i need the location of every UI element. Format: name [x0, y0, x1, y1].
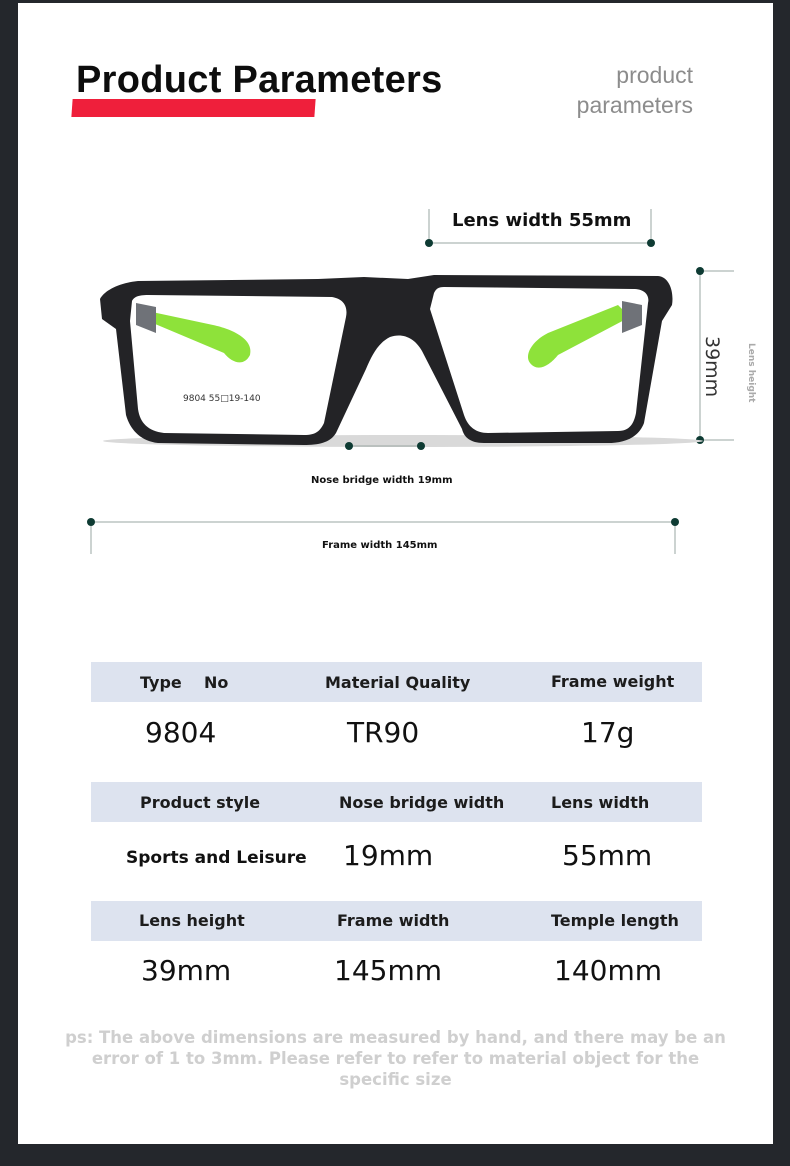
- spec-header-style: Product style: [140, 793, 261, 812]
- spec-header-no: No: [204, 673, 229, 692]
- spec-value-type-no: 9804: [145, 716, 217, 749]
- frame-width-label: Frame width 145mm: [322, 540, 438, 551]
- nose-bridge-dot-right: [417, 442, 425, 450]
- spec-value-lens-width: 55mm: [562, 839, 653, 872]
- spec-value-nose-bridge: 19mm: [343, 839, 434, 872]
- lens-width-dot-left: [425, 239, 433, 247]
- right-hinge: [622, 301, 642, 333]
- lens-height-dot-top: [696, 267, 704, 275]
- temple-print: 9804 55□19-140: [183, 394, 261, 404]
- measurement-note: ps: The above dimensions are measured by hand, and there may be an error of 1 to 3mm. Please refer to refer to material object for the specific size: [65, 1028, 726, 1089]
- lens-width-dot-right: [647, 239, 655, 247]
- spec-header-nose-bridge: Nose bridge width: [339, 793, 505, 812]
- frame-width-dot-left: [87, 518, 95, 526]
- nose-bridge-dot-left: [345, 442, 353, 450]
- spec-header-material: Material Quality: [325, 673, 471, 692]
- spec-value-lens-height: 39mm: [141, 954, 232, 987]
- lens-height-value: 39mm: [701, 336, 723, 398]
- spec-value-style: Sports and Leisure: [126, 848, 307, 868]
- right-temple-tip: [528, 305, 630, 368]
- spec-value-material: TR90: [347, 716, 420, 749]
- page-title: Product Parameters: [76, 59, 443, 101]
- page-subtitle: product parameters: [576, 62, 693, 118]
- spec-header-lens-height: Lens height: [139, 911, 245, 930]
- left-hinge: [136, 303, 156, 333]
- spec-value-temple-length: 140mm: [554, 954, 662, 987]
- frame-width-dot-right: [671, 518, 679, 526]
- glasses-diagram: [18, 3, 773, 603]
- spec-value-frame-width: 145mm: [334, 954, 442, 987]
- spec-header-weight: Frame weight: [551, 672, 675, 691]
- lens-height-label: Lens height: [746, 343, 756, 403]
- spec-header-type: Type: [140, 673, 182, 692]
- spec-value-weight: 17g: [581, 716, 635, 749]
- lens-width-label: Lens width 55mm: [452, 210, 632, 231]
- nose-bridge-label: Nose bridge width 19mm: [311, 475, 453, 486]
- spec-header-temple-length: Temple length: [551, 911, 679, 930]
- glasses-frame: [100, 275, 672, 445]
- spec-header-frame-width: Frame width: [337, 911, 450, 930]
- spec-header-lens-width: Lens width: [551, 793, 650, 812]
- product-parameters-card: [18, 3, 773, 1144]
